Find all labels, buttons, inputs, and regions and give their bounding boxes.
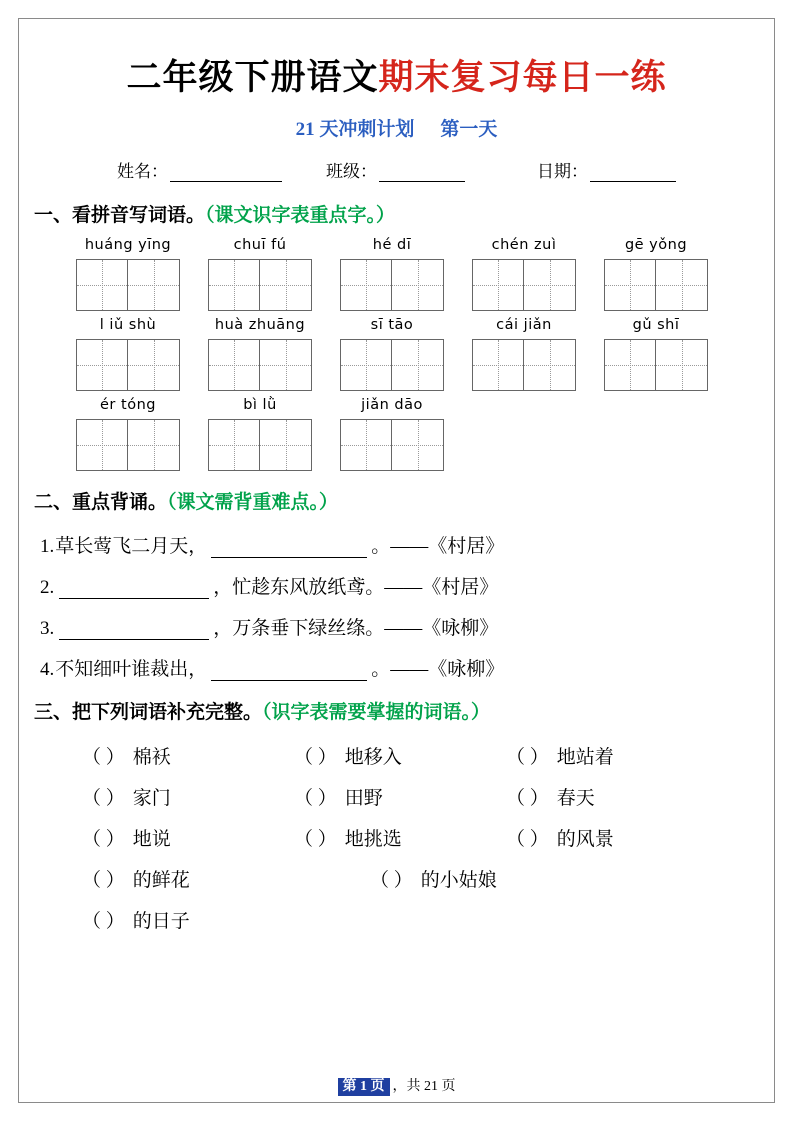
page-title-black: 二年级下册语文 [126,58,379,97]
tianzi-pair[interactable] [76,339,180,391]
fill-item[interactable] [82,742,294,769]
page-total: ，共 21 页 [392,1079,456,1094]
tianzi-cell[interactable] [128,419,180,471]
pinyin-text: jiǎn dāo [361,396,423,413]
section-3-title: 三、把下列词语补充完整。 [34,702,263,723]
pinyin-item [194,237,326,311]
fill-blank-paren[interactable]: （ ） [82,787,125,809]
tianzi-pair[interactable] [208,339,312,391]
pinyin-text: gǔ shī [632,316,680,333]
fill-item[interactable] [82,865,370,892]
tianzi-pair[interactable] [208,419,312,471]
tianzi-cell[interactable] [604,339,656,391]
section-1-note: （课文识字表重点字。） [205,205,396,226]
fill-blank-paren[interactable]: （ ） [506,787,549,809]
date-field[interactable] [537,157,676,182]
tianzi-cell[interactable] [472,259,524,311]
recite-after: ，忙趁东风放纸鸢。——《村居》 [213,577,499,598]
pinyin-row [62,317,759,391]
tianzi-pair[interactable] [472,259,576,311]
pinyin-item [194,317,326,391]
tianzi-pair[interactable] [340,419,444,471]
recite-before: 不知细叶谁裁出， [55,659,208,680]
tianzi-cell[interactable] [656,259,708,311]
tianzi-cell[interactable] [392,339,444,391]
tianzi-cell[interactable] [260,339,312,391]
date-label: 日期： [537,162,588,181]
recite-item [40,654,759,681]
pinyin-text: cái jiǎn [496,316,552,333]
tianzi-pair[interactable] [76,419,180,471]
tianzi-pair[interactable] [340,259,444,311]
pinyin-text: gē yǒng [624,236,688,253]
fill-word: 地移入 [344,746,402,768]
tianzi-cell[interactable] [208,339,260,391]
name-field[interactable] [117,157,282,182]
page-number-badge: 第 1 页 [338,1078,390,1096]
fill-row [82,865,759,892]
fill-word: 地说 [132,828,171,850]
class-label: 班级： [326,162,377,181]
tianzi-pair[interactable] [604,259,708,311]
subtitle-plan: 21 天冲刺计划 [295,119,415,140]
fill-blank-paren[interactable]: （ ） [506,828,549,850]
tianzi-cell[interactable] [392,259,444,311]
fill-item[interactable] [294,783,506,810]
tianzi-cell[interactable] [76,419,128,471]
recite-after: ，万条垂下绿丝绦。——《咏柳》 [213,618,499,639]
section-3-heading [34,699,759,728]
pinyin-text: chén zuì [491,236,557,253]
fill-item[interactable] [82,783,294,810]
fill-word: 地站着 [556,746,614,768]
pinyin-item [326,317,458,391]
pinyin-text: ér tóng [100,396,156,413]
tianzi-cell[interactable] [392,419,444,471]
fill-item[interactable] [294,742,506,769]
fill-word: 的日子 [132,910,190,932]
fill-item[interactable] [82,824,294,851]
pinyin-item [62,237,194,311]
tianzi-cell[interactable] [340,419,392,471]
recite-blank[interactable] [211,541,367,558]
recite-blank[interactable] [59,582,209,599]
tianzi-cell[interactable] [208,419,260,471]
tianzi-cell[interactable] [128,259,180,311]
page-footer [0,1075,793,1095]
tianzi-cell[interactable] [260,259,312,311]
tianzi-cell[interactable] [76,259,128,311]
section-1-heading [34,202,759,231]
fill-word: 的风景 [556,828,614,850]
fill-blank-paren[interactable]: （ ） [82,869,125,891]
pinyin-item [590,317,722,391]
recite-blank[interactable] [59,623,209,640]
recite-number: 2. [40,577,55,598]
name-label: 姓名： [117,162,168,181]
recite-number: 1. [40,536,55,557]
tianzi-cell[interactable] [128,339,180,391]
fill-item[interactable] [506,824,718,851]
class-field[interactable] [326,157,465,182]
fill-row [82,783,759,810]
section-1-title: 一、看拼音写词语。 [34,205,206,226]
tianzi-cell[interactable] [604,259,656,311]
pinyin-item [458,237,590,311]
fill-row [82,742,759,769]
fill-blank-paren[interactable]: （ ） [82,828,125,850]
fill-word: 的鲜花 [132,869,190,891]
pinyin-text: sī tāo [370,316,414,333]
recite-after: 。——《村居》 [371,536,505,557]
fill-word: 的小姑娘 [420,869,497,891]
section-2-note: （课文需背重难点。） [167,491,339,513]
fill-blank-paren[interactable]: （ ） [82,910,125,932]
tianzi-cell[interactable] [340,259,392,311]
recite-blank[interactable] [211,664,367,681]
fill-word: 棉袄 [132,746,171,768]
fill-blank-paren[interactable]: （ ） [294,828,337,850]
pinyin-item [458,317,590,391]
pinyin-item [326,237,458,311]
tianzi-cell[interactable] [472,339,524,391]
fill-item[interactable] [506,742,718,769]
recite-before: 草长莺飞二月天， [55,536,208,557]
pinyin-item [590,237,722,311]
tianzi-cell[interactable] [656,339,708,391]
tianzi-cell[interactable] [208,259,260,311]
tianzi-pair[interactable] [208,259,312,311]
fill-blank-paren[interactable]: （ ） [294,746,337,768]
tianzi-pair[interactable] [76,259,180,311]
fill-item[interactable] [506,783,718,810]
tianzi-cell[interactable] [524,259,576,311]
subtitle [34,114,759,141]
fill-blank-paren[interactable]: （ ） [294,787,337,809]
section-3-note: （识字表需要掌握的词语。） [262,702,491,723]
fill-word: 田野 [344,787,383,809]
tianzi-cell[interactable] [524,339,576,391]
pinyin-text: l iǔ shù [99,316,157,333]
recite-after: 。——《咏柳》 [371,659,505,680]
tianzi-pair[interactable] [340,339,444,391]
pinyin-text: chuī fú [233,236,287,253]
fill-row [82,824,759,851]
pinyin-row [62,397,759,471]
recite-number: 4. [40,659,55,680]
recite-item [40,613,759,640]
fill-word: 家门 [132,787,171,809]
fill-item[interactable] [82,906,370,933]
tianzi-cell[interactable] [340,339,392,391]
pinyin-text: huà zhuāng [214,316,306,333]
tianzi-cell[interactable] [76,339,128,391]
pinyin-text: huáng yīng [84,236,172,253]
section-2-title: 二、重点背诵。 [34,491,168,513]
fill-row [82,906,759,933]
section-2-heading [34,489,759,518]
page-title-red: 期末复习每日一练 [378,58,667,97]
student-info-line [34,157,759,182]
fill-item[interactable] [294,824,506,851]
pinyin-text: bì lǜ [243,396,277,413]
fill-item[interactable] [370,865,658,892]
pinyin-item [62,317,194,391]
recite-number: 3. [40,618,55,639]
fill-word: 地挑选 [344,828,402,850]
subtitle-day: 第一天 [440,119,498,140]
pinyin-text: hé dī [372,236,412,253]
pinyin-item [194,397,326,471]
recite-item [40,531,759,558]
page-title [34,50,759,100]
pinyin-item [326,397,458,471]
pinyin-row [62,237,759,311]
name-blank[interactable] [170,168,282,182]
fill-blank-paren[interactable]: （ ） [82,746,125,768]
fill-word: 春天 [556,787,595,809]
class-blank[interactable] [379,168,465,182]
fill-blank-paren[interactable]: （ ） [370,869,413,891]
pinyin-item [62,397,194,471]
date-blank[interactable] [590,168,676,182]
tianzi-pair[interactable] [472,339,576,391]
tianzi-cell[interactable] [260,419,312,471]
tianzi-pair[interactable] [604,339,708,391]
fill-blank-paren[interactable]: （ ） [506,746,549,768]
recite-item [40,572,759,599]
